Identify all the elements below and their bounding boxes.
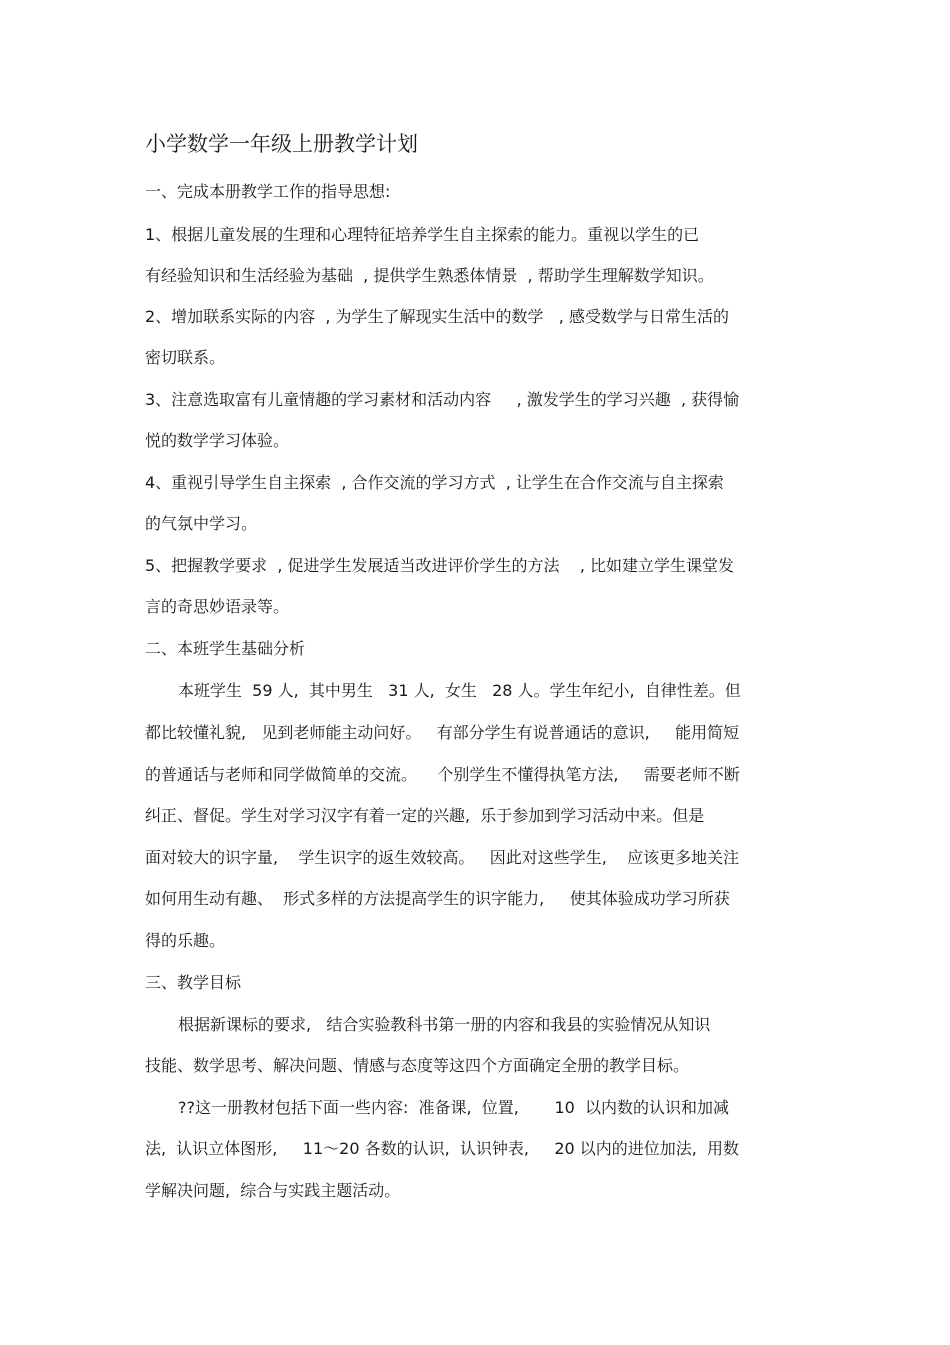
paragraph-line: 悦的数学学习体验。: [145, 431, 290, 450]
paragraph-line: 根据新课标的要求, 结合实验教科书第一册的内容和我县的实验情况从知识: [178, 1015, 711, 1034]
heading-class-analysis: 二、本班学生基础分析: [145, 639, 306, 658]
paragraph-line: 技能、数学思考、解决问题、情感与态度等这四个方面确定全册的教学目标。: [145, 1056, 690, 1075]
document-title: 小学数学一年级上册教学计划: [145, 132, 418, 156]
heading-teaching-goals: 三、教学目标: [145, 973, 242, 992]
paragraph-line: 言的奇思妙语录等。: [145, 597, 290, 616]
paragraph-line: 学解决问题, 综合与实践主题活动。: [145, 1181, 401, 1200]
paragraph-line: 面对较大的识字量, 学生识字的返生效较高。 因此对这些学生, 应该更多地关注: [145, 848, 740, 867]
paragraph-line: 4、重视引导学生自主探索 , 合作交流的学习方式 , 让学生在合作交流与自主探索: [145, 473, 724, 492]
paragraph-line: 得的乐趣。: [145, 931, 226, 950]
paragraph-line: 如何用生动有趣、 形式多样的方法提高学生的识字能力, 使其体验成功学习所获: [145, 889, 730, 908]
paragraph-line: 3、注意选取富有儿童情趣的学习素材和活动内容 , 激发学生的学习兴趣 , 获得愉: [145, 390, 740, 409]
paragraph-line: 2、增加联系实际的内容 , 为学生了解现实生活中的数学 , 感受数学与日常生活的: [145, 307, 729, 326]
paragraph-line: ??这一册教材包括下面一些内容: 准备课, 位置, 10 以内数的认识和加减: [178, 1098, 730, 1117]
paragraph-line: 1、根据儿童发展的生理和心理特征培养学生自主探索的能力。重视以学生的已: [145, 225, 700, 244]
paragraph-line: 密切联系。: [145, 348, 226, 367]
paragraph-line: 的普通话与老师和同学做简单的交流。 个别学生不懂得执笔方法, 需要老师不断: [145, 765, 740, 784]
paragraph-line: 法, 认识立体图形, 11～20 各数的认识, 认识钟表, 20 以内的进位加法, 用数: [145, 1139, 740, 1158]
paragraph-line: 都比较懂礼貌, 见到老师能主动问好。 有部分学生有说普通话的意识, 能用简短: [145, 723, 740, 742]
paragraph-line: 本班学生 59 人, 其中男生 31 人, 女生 28 人。学生年纪小, 自律性差。但: [178, 681, 741, 700]
paragraph-line: 有经验知识和生活经验为基础 , 提供学生熟悉体情景 , 帮助学生理解数学知识。: [145, 266, 714, 285]
paragraph-line: 5、把握教学要求 , 促进学生发展适当改进评价学生的方法 , 比如建立学生课堂发: [145, 556, 735, 575]
heading-guiding-ideology: 一、完成本册教学工作的指导思想:: [145, 182, 391, 201]
paragraph-line: 纠正、督促。学生对学习汉字有着一定的兴趣, 乐于参加到学习活动中来。但是: [145, 806, 705, 825]
paragraph-line: 的气氛中学习。: [145, 514, 258, 533]
